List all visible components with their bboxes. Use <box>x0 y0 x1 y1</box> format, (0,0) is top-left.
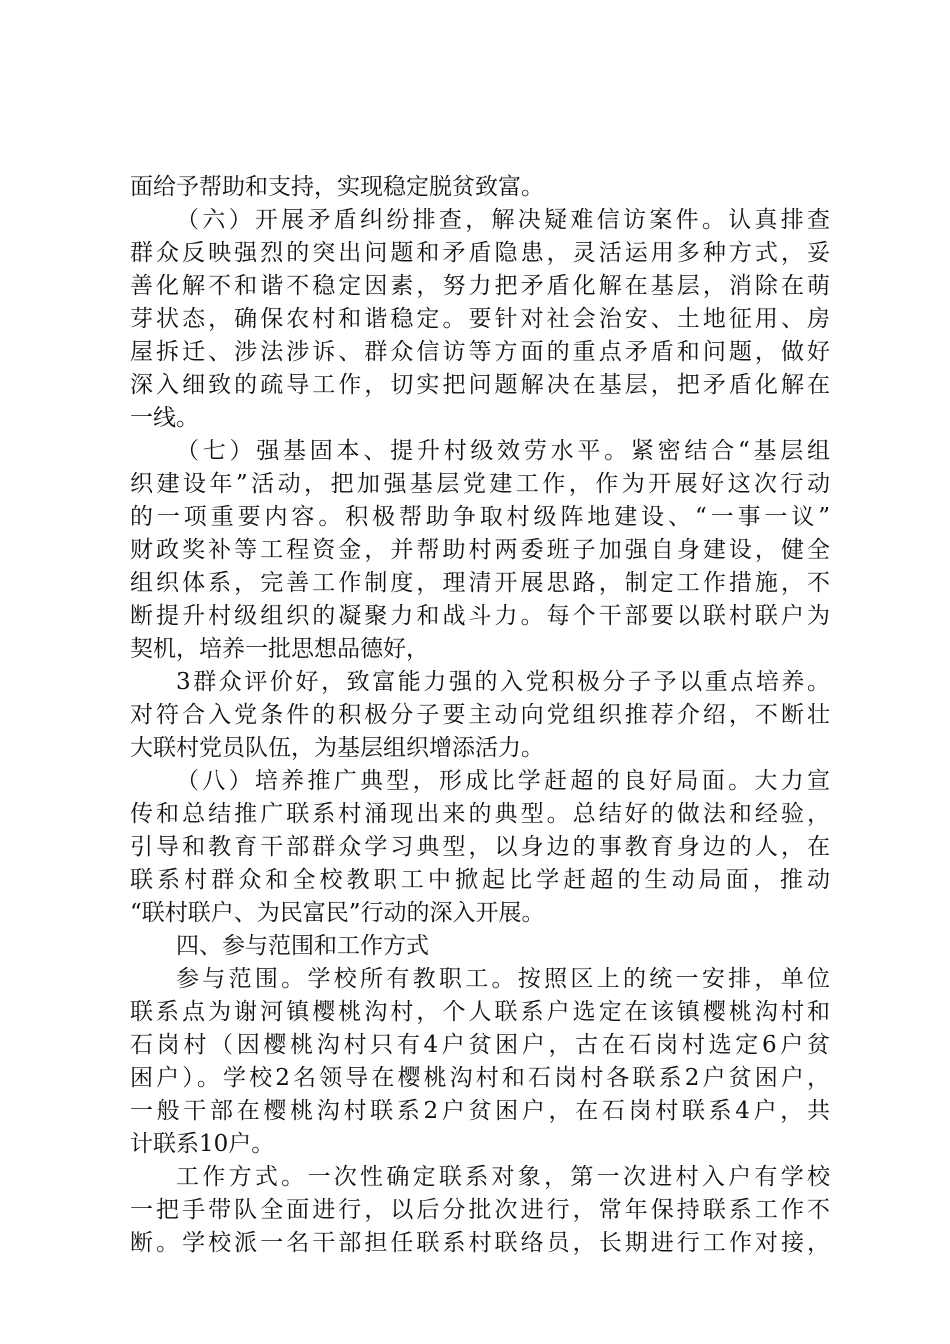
text-line: 财政奖补等工程资金，并帮助村两委班子加强自身建设，健全 <box>130 537 830 563</box>
text-line: 芽状态，确保农村和谐稳定。要针对社会治安、土地征用、房 <box>130 306 830 332</box>
text-line: 一般干部在樱桃沟村联系2户贫困户，在石岗村联系4户，共 <box>130 1098 830 1124</box>
text-line: 屋拆迁、涉法涉诉、群众信访等方面的重点矛盾和问题，做好 <box>130 339 830 365</box>
text-line: 引导和教育干部群众学习典型，以身边的事教育身边的人，在 <box>130 834 830 860</box>
text-line: “联村联户、为民富民”行动的深入开展。 <box>130 900 545 926</box>
text-line: （七）强基固本、提升村级效劳水平。紧密结合“基层组 <box>176 438 830 464</box>
section-heading: 四、参与范围和工作方式 <box>176 933 429 959</box>
text-line: 计联系10户。 <box>130 1131 275 1157</box>
text-line: 一线。 <box>130 405 199 431</box>
text-line: 群众反映强烈的突出问题和矛盾隐患，灵活运用多种方式，妥 <box>130 240 830 266</box>
text-line: 深入细致的疏导工作，切实把问题解决在基层，把矛盾化解在 <box>130 372 830 398</box>
text-line: 联系村群众和全校教职工中掀起比学赶超的生动局面，推动 <box>130 867 830 893</box>
text-line: 大联村党员队伍，为基层组织增添活力。 <box>130 735 544 761</box>
text-line: 参与范围。学校所有教职工。按照区上的统一安排，单位 <box>176 966 830 992</box>
text-line: 3群众评价好，致富能力强的入党积极分子予以重点培养。 <box>176 669 830 695</box>
text-line: 工作方式。一次性确定联系对象，第一次进村入户有学校 <box>176 1164 830 1190</box>
text-line: 一把手带队全面进行，以后分批次进行，常年保持联系工作不 <box>130 1197 830 1223</box>
text-line: 联系点为谢河镇樱桃沟村，个人联系户选定在该镇樱桃沟村和 <box>130 999 830 1025</box>
text-line: 断。学校派一名干部担任联系村联络员，长期进行工作对接， <box>130 1230 830 1256</box>
text-line: 石岗村（因樱桃沟村只有4户贫困户，古在石岗村选定6户贫 <box>130 1032 830 1058</box>
text-line: 织建设年”活动，把加强基层党建工作，作为开展好这次行动 <box>130 471 830 497</box>
text-line: 传和总结推广联系村涌现出来的典型。总结好的做法和经验， <box>130 801 830 827</box>
text-line: 的一项重要内容。积极帮助争取村级阵地建设、“一事一议” <box>130 504 830 530</box>
text-line: 面给予帮助和支持，实现稳定脱贫致富。 <box>130 174 544 200</box>
text-line: （六）开展矛盾纠纷排查，解决疑难信访案件。认真排查 <box>176 207 830 233</box>
text-line: 断提升村级组织的凝聚力和战斗力。每个干部要以联村联户为 <box>130 603 830 629</box>
text-line: 善化解不和谐不稳定因素，努力把矛盾化解在基层，消除在萌 <box>130 273 830 299</box>
text-line: 困户）。学校2名领导在樱桃沟村和石岗村各联系2户贫困户， <box>130 1065 830 1091</box>
text-line: 组织体系，完善工作制度，理清开展思路，制定工作措施，不 <box>130 570 830 596</box>
text-line: （八）培养推广典型，形成比学赶超的良好局面。大力宣 <box>176 768 830 794</box>
text-line: 对符合入党条件的积极分子要主动向党组织推荐介绍，不断壮 <box>130 702 830 728</box>
text-line: 契机，培养一批思想品德好， <box>130 636 429 662</box>
